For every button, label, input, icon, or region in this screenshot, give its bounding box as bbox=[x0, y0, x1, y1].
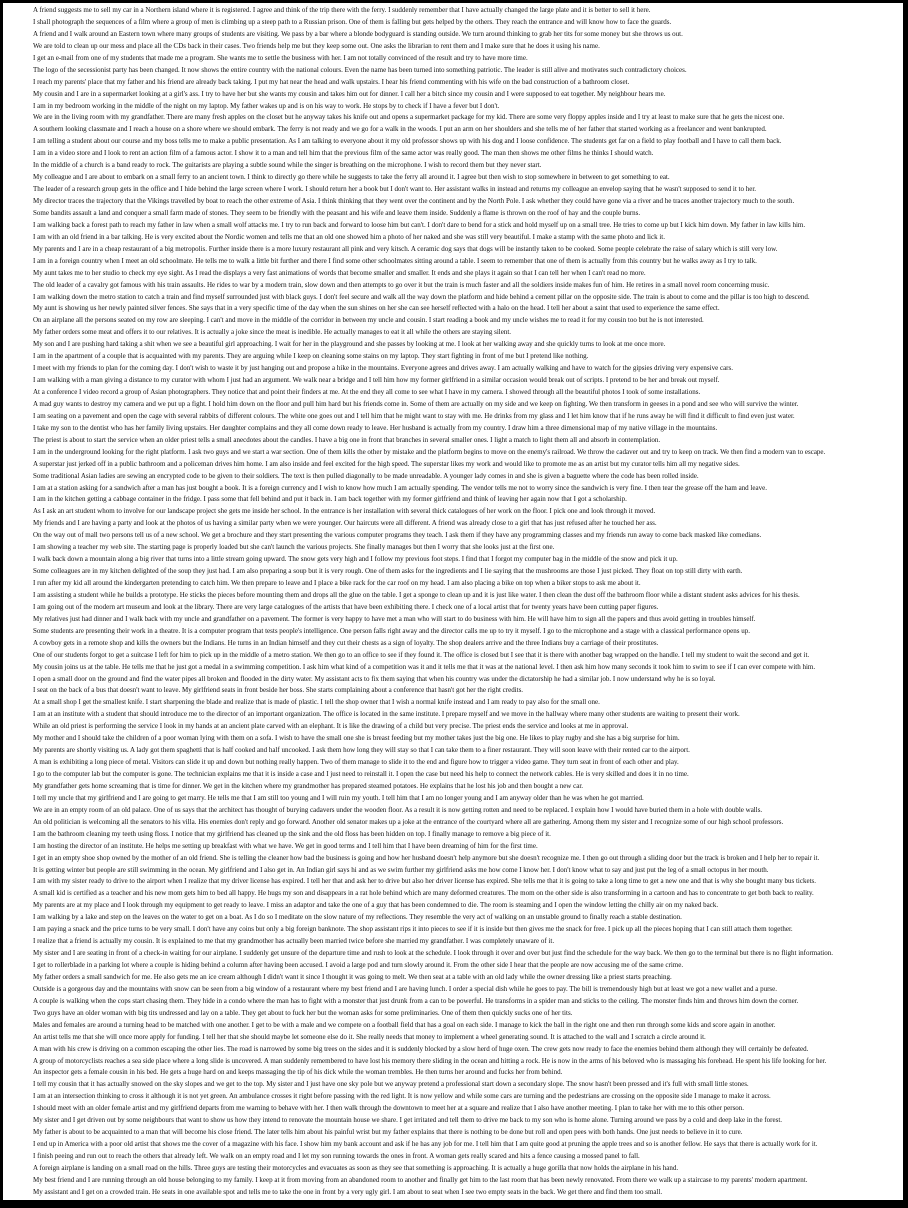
text-line: I am with an old friend in a bar talking. He is very excited about the Nordic women and tells me that an old one showed him a photo of her naked and she was still very beautiful. I make a stamp with the same photo and lick it. bbox=[33, 232, 665, 241]
text-line: My aunt takes me to her studio to check my eye sight. As I read the displays a very fast animations of words that become smaller and smaller. It ends and she plays it again so that I can tell her when I can't read no more. bbox=[33, 268, 646, 277]
text-line: We are told to clean up our mess and place all the CDs back in their cases. Two friends help me but they keep some out. One asks the librarian to rent them and I make sure that he does it using his name. bbox=[33, 41, 600, 50]
text-line: A foreign airplane is landing on a small road on the hills. Three guys are testing their motorcycles and evacuates as soon as they see that something is approaching. It is actually a huge gorilla that now holds the airplane in his hand. bbox=[33, 1163, 679, 1172]
text-line: We are in the living room with my grandfather. There are many fresh apples on the closet but he anyway takes his knife out and opens a supermarket package for my kid. There are some very floppy apples inside and I try at least to make sure that he gets the nicest one. bbox=[33, 113, 785, 122]
text-line: My sister and I are seating in front of a check-in waiting for our airplane. I suddenly get unsure of the departure time and rush to look at the schedule. I look through it over and over but just find the schedule for the way back. We then go to the terminal but there is no flight information. bbox=[33, 949, 834, 958]
text-line: At a small shop I get the smallest knife. I start sharpening the blade and realize that is made of plastic. I tell the shop owner that I wish a normal knife instead and I am ready to pay also for the small one. bbox=[33, 698, 600, 707]
text-line: Two guys have an older woman with big tits undressed and lay on a table. They get about to fuck her but the woman asks for some preliminaries. One of them then quickly sucks one of her tits. bbox=[33, 1008, 573, 1017]
text-line: I am in my bedroom working in the middle of the night on my laptop. My father wakes up and is on his way to work. He stops by to check if I have a fever but I don't. bbox=[33, 101, 500, 110]
dream-log-text bbox=[33, 5, 893, 1199]
text-line: I am walking back a forest path to reach my father in law when a small wolf attacks me. I try to run back and forward to loose him but can't. I don't dare to bend for a stick and hold myself up on a small tree. He tries to come up but I kick him down. My father in law kills him. bbox=[33, 220, 806, 229]
text-line: I get in an empty shoe shop owned by the mother of an old friend. She is telling the cleaner how bad the business is going and how her husband doesn't help anymore but she doesn't recognize me. I then go out through a sliding door but the track is broken and I help her to repair it. bbox=[33, 853, 820, 862]
text-line: I shall photograph the sequences of a film where a group of men is climbing up a steep path to a Russian prison. One of them is falling but gets helped by the others. They reach the entrance and will know how to face the guards. bbox=[33, 17, 672, 26]
text-line: My director traces the trajectory that the Vikings travelled by boat to reach the other extreme of Asia. I think thinking that they went over the continent and by the North Pole. I ask whether they could have gone via a river and he traces another trajectory much to the south. bbox=[33, 197, 795, 205]
text-line: My parents and I are in a cheap restaurant of a big metropolis. Further inside there is a more luxury restaurant all pink and very kitsch. A ceramic dog says that dogs will be instantly taken to be cooked. Some people celebrate the raise of salary which is still very low. bbox=[33, 244, 778, 253]
text-line: The logo of the secessionist party has been changed. It now shows the entire country with the national colours. Even the name has been turned into something patriotic. The leader is still alive and motivates such contradictory choices. bbox=[33, 65, 687, 74]
text-line: My parents are shortly visiting us. A lady got them spaghetti that is half cooked and half uncooked. I ask them how long they will stay so that I can take them to a finer restaurant. They will soon leave with their rented car to the airport. bbox=[33, 746, 690, 755]
text-line: I meet with my friends to plan for the coming day. I don't wish to waste it by just hanging out and propose a hike in the mountains. Everyone agrees and drives away. I am actually walking and have to watch for the gipsies driving very expensive cars. bbox=[33, 364, 733, 373]
text-line: The old leader of a cavalry got famous with his train assaults. He rides to war by a modern train, slow down and then attempts to go over it but the train is much faster and all the soldiers inside makes fun of him. He retires in a small novel room concerning music. bbox=[33, 280, 770, 289]
text-line: I am walking by a lake and step on the leaves on the water to get on a boat. As I do so I meditate on the slow nature of my reflections. They resemble the very act of walking on an unstable ground to finally reach a stable destination. bbox=[33, 913, 682, 922]
text-line: I am in the kitchen getting a cabbage container in the fridge. I pass some that fell behind and put it back in. I am back together with my former girlfriend and think of leaving her again now that I got a scholarship. bbox=[33, 495, 627, 504]
text-line: My colleague and I are about to embark on a small ferry to an ancient town. I think to directly go there while he suggests to take the ferry all around it. I agree but then wish to stop somewhere in between to get something to eat. bbox=[33, 173, 670, 182]
text-line: I am paying a snack and the price turns to be very small. I don't have any coins but only a big foreign banknote. The shop assistant rips it into pieces to see if it is inside but then gives me the snack for free. I pick up all the pieces hoping that I can still attach them together. bbox=[33, 925, 793, 934]
text-line: On the way out of mall two persons tell us of a new school. We get a brochure and they start presenting the various computer programs they teach. I ask them if they have any programming classes and my friends run away to come back masked like comedians. bbox=[33, 531, 762, 540]
text-line: An inspector gets a female cousin in his bed. He gets a huge hard on and keeps massaging the tip of his dick while the woman trembles. He then turns her around and fucks her from behind. bbox=[33, 1068, 563, 1077]
text-line: I walk back down a mountain along a big river that turns into a little stream going upward. The snow gets very high and I follow my previous foot steps. I find that I forgot my computer bag in the middle of the snow and pick it up. bbox=[33, 555, 678, 564]
text-line: One of our students forgot to get a suitcase I left for him to pick up in the middle of a metro station. We then go to an office to see if they found it. The office is closed but I see that it is there with another bag wrapped on the handle. I tell my student to wait the second and get it. bbox=[33, 650, 810, 659]
text-line: I tell my cousin that it has actually snowed on the sky slopes and we get to the top. My sister and I just have one sky pole but we anyway pretend a professional start down a secondary slope. The snow hasn't been pressed and it's full with small little stones. bbox=[33, 1080, 749, 1089]
text-line: I go to the computer lab but the computer is gone. The technician explains me that it is inside a case and I just need to reinstall it. I open the case but need his help to connect the network cables. He is very skilled and does it in no time. bbox=[33, 770, 689, 778]
text-line: My grandfather gets home screaming that is time for dinner. We get in the kitchen where my grandmother has prepared steamed potatoes. He explains that he lost his job and then bought a new car. bbox=[33, 781, 584, 790]
text-line: I open a small door on the ground and find the water pipes all broken and flooded in the dirty water. My assistant acts to fix them saying that when his country was under the dictatorship he had a similar job. I now understand why he is so loyal. bbox=[33, 674, 716, 683]
text-line: My mother and I should take the children of a poor woman lying with them on a sofa. I wish to have the small one she is breast feeding but my mother takes just the big one. He likes to play rugby and she has a big surprise for him. bbox=[33, 734, 680, 743]
text-line: I finish peeing and run out to reach the others that already left. We walk on an empty road and I let my son running towards the ones in front. A woman gets really scared and hits a fence causing a mossed panel to fall. bbox=[33, 1152, 640, 1160]
text-line: I should meet with an older female artist and my girlfriend departs from me warning to behave with her. I then walk through the downtown to meet her at a square and realize that I also have another meeting. I plan to take her with me to this other person. bbox=[33, 1104, 745, 1113]
text-line: The priest is about to start the service when an older priest tells a small anecdotes about the candles. I have a big one in front that branches in several smaller ones. I light a match to light them all and absorb in contemplation. bbox=[33, 435, 661, 444]
text-line: A southern looking classmate and I reach a house on a shore where we should embark. The ferry is not ready and we go for a walk in the woods. I put an arm on her shoulders and she tells me of her father that started working as a freelancer and went bankrupted. bbox=[33, 125, 767, 134]
text-line: My father orders a small sandwich for me. He also gets me an ice cream although I didn't want it since I thought it was going to melt. We then seat at a table with an old lady while the owner dressing like a priest starts preaching. bbox=[33, 972, 672, 981]
text-line: My relatives just had dinner and I walk back with my uncle and grandfather on a pavement. The former is very happy to have met a man who will start to do business with him. He will have him to sign all the papers and thus avoid getting in troubles himself. bbox=[33, 614, 756, 623]
text-line: Outside is a gorgeous day and the mountains with snow can be seen from a big window of a restaurant where my best friend and I are having lunch. I order a special dish while he goes to pay. The bill is tremendously high but at least we got a new wallet and a purse. bbox=[33, 984, 778, 993]
text-line: It is getting winter but people are still swimming in the ocean. My girlfriend and I also get in. An Indian girl says hi and as we swim further my girlfriend asks me how come I know her. I don't know what to say and just put the leg of a small octopus in her mouth. bbox=[33, 865, 769, 874]
text-line: My best friend and I are running through an old house belonging to my family. I keep at it from moving from an abandoned room to another and finally get him to the last room that has been newly renovated. From there we walk up a staircase to my parents' modern apartment. bbox=[33, 1175, 808, 1184]
text-line: My father orders some meat and offers it to our relatives. It is actually a joke since the meat is inedible. He actually manages to eat it all while the others are staying silent. bbox=[33, 328, 512, 337]
text-line: I tell my uncle that my girlfriend and I are going to get marry. He tells me that I am still too young and I will ruin my youth. I tell him that I am no longer young and I am anyway older than he was when he got married. bbox=[33, 793, 644, 802]
text-line: I am in the apartment of a couple that is acquainted with my parents. They are arguing while I keep on cleaning some stains on my laptop. They start fighting in front of me but I pretend like nothing. bbox=[33, 352, 589, 361]
text-line: My aunt is showing us her newly painted silver fences. She says that in a very specific time of the day when the sun shines on her she can see herself reflected with a halo on the head. I tell her about a saint that used to experience the same effect. bbox=[33, 304, 720, 313]
text-line: An old politician is welcoming all the senators to his villa. His enemies don't reply and go forward. Another old senator makes up a joke at the entrance of the courtyard where all are gathering. Among them my sister and I recognize some of our high school professors. bbox=[33, 817, 784, 826]
text-line: My father is about to be acquainted to a man that will become his close friend. The later tells him about his painful wrist but my father explains that there is nothing to be done but roll and open pees with both hands. One just needs to believe in it to cure. bbox=[33, 1128, 743, 1137]
text-line: A cowboy gets in a remote shop and kills the owners but the Indians. He turns in an Indian himself and they cut their chests as a sign of loyalty. The shop dealers arrive and the three Indians buy a carriage of their prostitutes. bbox=[33, 638, 659, 647]
text-line: A superstar just jerked off in a public bathroom and a policeman drives him home. I am also inside and feel excited for the high speed. The superstar likes my work and would like to promote me as an artist but my curator tells him all my negative sides. bbox=[33, 459, 740, 468]
text-line: I run after my kid all around the kindergarten pretending to catch him. We then prepare to leave and I place a bike rack for the car roof on my head. I am also placing a bike on top when a biker stops to ask me about it. bbox=[33, 579, 641, 587]
text-line: I seat on the back of a bus that doesn't want to leave. My girlfriend seats in front beside her boss. She starts complaining about a conference that hasn't got her the right credits. bbox=[33, 686, 524, 695]
text-line: While an old priest is performing the service I look in my hands at an ancient plate carved with an elephant. It is like the drawing of a child but very precise. The priest ends the service and looks at me in approval. bbox=[33, 722, 629, 731]
text-line: My cousin joins us at the table. He tells me that he just got a medal in a swimming competition. I ask him what kind of a competition was it and it tells me that it was at the national level. I then ask him how many seconds it took him to swim to see if I can ever compete with him. bbox=[33, 662, 816, 671]
text-line: I am in the underground looking for the right platform. I ask two guys and we start a war section. One of them kills the other by mistake and the platform begins to move on the enemy's railroad. We throw the cadaver out and try to keep on track. We then find a modern van to escape. bbox=[33, 447, 826, 456]
text-line: I get an e-mail from one of my students that made me a program. She wants me to settle the business with her. I am not totally convinced of the result and try to have more time. bbox=[33, 53, 528, 62]
text-line: On an airplane all the persons seated on my row are sleeping. I can't and move in the middle of the corridor in between my uncle and cousin. I start reading a book and my uncle wishes me to read it for my cousin too but he is not interested. bbox=[33, 316, 704, 325]
text-line: We are in an empty room of an old palace. One of us says that the architect has thought of burying cadavers under the wooden floor. As a result it is now getting rotten and need to be replaced. I explain how I would have buried them in a hole with double walls. bbox=[33, 805, 763, 814]
text-line: Some colleagues are in my kitchen delighted of the soup they just had. I am also preparing a soup but it is very rough. One of them asks for the ingredients and I lie saying that the mushrooms are those I just picked. They float on top still dirty with earth. bbox=[33, 567, 743, 576]
text-line: A group of motorcyclists reaches a sea side place where a long slide is uncovered. A man suddenly remembered to have lost his memory there sliding in the ocean and hitting a rock. He is now in the arms of his beloved who is massaging his forehead. He spent his life looking for her. bbox=[33, 1056, 827, 1065]
text-line: I am seating on a pavement and open the cage with several rabbits of different colours. The white one goes out and I tell him that he might want to stay with me. He drinks from my glass and I let him know that if he runs away he will find it difficult to find even just water. bbox=[33, 411, 795, 420]
text-line: I am hosting the director of an institute. He helps me setting up breakfast with what we have. We get in good terms and I tell him that I have been dreaming of him for the first time. bbox=[33, 841, 538, 850]
text-line: My son and I are pushing hard taking a shit when we see a beautiful girl approaching. I wait for her in the playground and she passes by looking at me. I look at her walking away and she quickly turns to look at me once more. bbox=[33, 340, 666, 349]
text-line: My assistant and I get on a crowded train. He seats in one available spot and tells me to take the one in front by a very ugly girl. I am about to seat when I see two empty seats in the back. We get there and find them too small. bbox=[33, 1187, 663, 1196]
text-line: I am walking with a man giving a distance to my curator with whom I just had an argument. We walk near a bridge and I tell him how my former girlfriend in a similar occasion would break out of scripts. I pretend to be her and break out myself. bbox=[33, 376, 720, 385]
text-line: Some students are presenting their work in a theatre. It is a computer program that tests people's intelligence. One person falls right away and the director calls me up to try it myself. I go to the microphone and a stage with a classical performance opens up. bbox=[33, 626, 750, 635]
text-line: A friend suggests me to sell my car in a Northern island where it is registered. I agree and think of the trip there with the ferry. I suddenly remember that I have actually changed the large plate and it is better to sell it here. bbox=[33, 6, 651, 14]
text-line: Some traditional Asian ladies are sewing an encrypted code to be given to their soldiers. The text is then pulled diagonally to be made unreadable. A younger lady comes in and she is given a baguette where the code has been rolled inside. bbox=[33, 471, 699, 480]
text-line: A small kid is certified as a teacher and his new mom gets him to bed all happy. He hugs my son and disappears in a rat hole behind which are many deformed creatures. The mom on the other side is also transforming in a cartoon and has to concentrate to get both back to reality. bbox=[33, 889, 814, 898]
text-line: I get to rollerblade in a parking lot where a couple is hiding behind a column after having been accused. I avoid a large pod and turn slowly around it. From the other side I hear that the people are now accusing me of the same crime. bbox=[33, 961, 684, 969]
text-line: As I ask an art student whom to involve for our landscape project she gets me inside her school. In the entrance is her installation with several thick catalogues of her work on the floor. I pick one and look through it moved. bbox=[33, 507, 656, 516]
text-line: The leader of a research group gets in the office and I hide behind the large screen where I work. I should return her a book but I don't want to. Her assistant walks in instead and returns my colleague an envelop saying that he wasn't supposed to send it to her. bbox=[33, 185, 757, 194]
text-line: I take my son to the dentist who has her family living upstairs. Her daughter complains and they all come down ready to leave. Her husband is actually from my country. I draw him a three dimensional map of my native village in the mountains. bbox=[33, 423, 718, 432]
text-line: A man with his crew is driving on a common escaping the other lies. The road is narrowed by some big trees on the sides and it is suddenly blocked by a slow herd of huge oxen. The crew gets now ready to face the enemies behind them although they will certainly be defeated. bbox=[33, 1044, 809, 1053]
text-line: I am at an institute with a student that should introduce me to the director of an important organization. The office is located in the same institute. I prepare myself and we move in the hallway where many other students are waiting to present their work. bbox=[33, 710, 740, 719]
text-line: My parents are at my place and I look through my equipment to get ready to leave. I miss an adaptor and take the one of a guy that has been condemned to die. The room is steaming and I open the window letting the chilly air on my naked back. bbox=[33, 901, 719, 910]
text-line: I am at a station asking for a sandwich after a man has just bought a book. It is a foreign currency and I wish to know how much I am actually spending. The vendor tells me not to worry since the sandwich is very fine. I then tear the grease off the ham and leave. bbox=[33, 483, 767, 492]
text-line: I am assisting a student while he builds a prototype. He sticks the pieces before mounting them and drops all the glue on the table. I get a sponge to clean up and it is just like water. I then clean the dust off the bathroom floor while a distant student asks advices for his thesis. bbox=[33, 590, 800, 599]
text-line: I reach my parents' place that my father and his friend are already back taking. I put my hat near the head and walk upstairs. I hear his friend commenting with his wife on the bad construction of a bathroom closet. bbox=[33, 77, 630, 86]
document-page bbox=[3, 3, 903, 1200]
text-line: I am showing a teacher my web site. The starting page is properly loaded but she can't launch the various projects. She finally manages but then I worry that she looks just at the first one. bbox=[33, 543, 555, 552]
text-line: I realize that a friend is actually my cousin. It is explained to me that my grandmother has actually been married twice before she married my grandfather. I was completely unaware of it. bbox=[33, 937, 555, 946]
text-line: An artist tells me that she will once more apply for funding. I tell her that she should maybe let someone else do it. She really needs that money to implement a wheel generating sound. It is attached to the wall and I scratch a circle around it. bbox=[33, 1032, 706, 1041]
text-line: Males and females are around a turning head to be matched with one another. I get to be with a male and we compete on a football field that has a goal on each side. I manage to kick the ball in the right one and then run through some kids and score again in another. bbox=[33, 1020, 776, 1029]
text-line: A mad guy wants to destroy my camera and we put up a fight. I hold him down on the floor and pull him hard but his friends come in. Some of them are actually on my side and we keep on fighting. We then transform in geeses in a pond and see who will survive the winter. bbox=[33, 399, 799, 408]
text-line: A couple is walking when the cops start chasing them. They hide in a condo where the man has to fight with a monster that just drunk from a can to be powerful. He transforms in a spider man and sticks to the ceiling. The monster finds him and throws him down the corner. bbox=[33, 996, 799, 1005]
text-line: I am in a foreign country when I meet an old schoolmate. He tells me to walk a little bit further and there I find some other schoolmates sitting around a table. I seem to remember that one of them is actually from this country but he walks away as I try to talk. bbox=[33, 256, 757, 265]
text-line: At a conference I video record a group of Asian photographers. They notice that and point their finders at me. At the end they all come to see what I have in my camera. I showed through all the beautiful photos I took of some installations. bbox=[33, 388, 701, 396]
text-line: My friends and I are having a party and look at the photos of us having a similar party when we were younger. Our haircuts were all different. A friend was already close to a girl that has just refused after he touched her ass. bbox=[33, 519, 657, 528]
text-line: Some bandits assault a land and conquer a small farm made of stones. They seem to be friendly with the peasant and his wife and leave them inside. Suddenly a flame is thrown on the roof of hay and the couple burns. bbox=[33, 208, 641, 217]
text-line: I am walking down the metro station to catch a train and find myself surrounded just with black guys. I don't feel secure and walk all the way down the platform and hide behind a cement pillar on the opposite side. The train is about to come and the pillar is too high to descend. bbox=[33, 292, 810, 301]
text-line: I am at an intersection thinking to cross it although it is not yet green. An ambulance crosses it right before passing with the red light. It is now yellow and while some cars are turning and the pedestrians are crossing on the opposite side I manage to make it across. bbox=[33, 1092, 771, 1101]
text-line: A man is exhibiting a long piece of metal. Visitors can slide it up and down but nothing really happen. Two of them manage to slide it to the end and figure how to trigger a video game. They turn seat in front of each other and play. bbox=[33, 758, 679, 767]
text-line: I end up in America with a poor old artist that shows me the cover of a magazine with his face. I show him my bank account and ask if he has any job for me. I tell him that I am quite good at pruning the apple trees and so is another fellow. He says that there is actually work for it. bbox=[33, 1140, 818, 1149]
text-line: I am telling a student about our course and my boss tells me to make a public presentation. As I am talking to everyone about it my old professor shows up with his dog and I loose confidence. The students get far on a field to play football and I have to call them back. bbox=[33, 137, 782, 146]
text-line: I am with my sister ready to drive to the airport when I realize that my driver license has expired. I tell her that and ask her to drive but also her driver license has expired. She tells me that it is going to take a long time to get a new one and that is why she bought many bus tickets. bbox=[33, 877, 817, 886]
text-line: I am the bathroom cleaning my teeth using floss. I notice that my girlfriend has cleaned up the sink and the old floss has been hidden on top. I finally manage to remove a big piece of it. bbox=[33, 829, 551, 838]
text-line: In the middle of a church is a band ready to rock. The guitarists are playing a subtle sound while the singer is breathing on the microphone. I wish to record them but they never start. bbox=[33, 161, 542, 170]
text-line: I am in a video store and I look to rent an action film of a famous actor. I show it to a man and tell him that the previous film of the same actor was really good. The man then shows me other films he thinks I should watch. bbox=[33, 149, 654, 158]
text-line: A friend and I walk around an Eastern town where many groups of students are visiting. We pass by a bar where a blonde bodyguard is standing outside. We turn around thinking to grab her tits for some money but she throws us out. bbox=[33, 29, 683, 38]
text-line: I am going out of the modern art museum and look at the library. There are very large catalogues of the artists that have been exhibiting there. I check one of a local artist that for twenty years have been cutting paper figures. bbox=[33, 602, 659, 611]
text-line: My cousin and I are in a supermarket looking at a girl's ass. I try to have her but she wants my cousin and takes him out for dinner. I call her a bitch since my cousin and I were supposed to eat together. My neighbour hears me. bbox=[33, 89, 666, 98]
text-line: My sister and I get driven out by some neighbours that want to show us how they intend to renovate the mountain house we share. I get irritated and tell them to drive me back to my son who is home alone. Turning around we pass by a cold and deep lake in the forest. bbox=[33, 1116, 783, 1125]
